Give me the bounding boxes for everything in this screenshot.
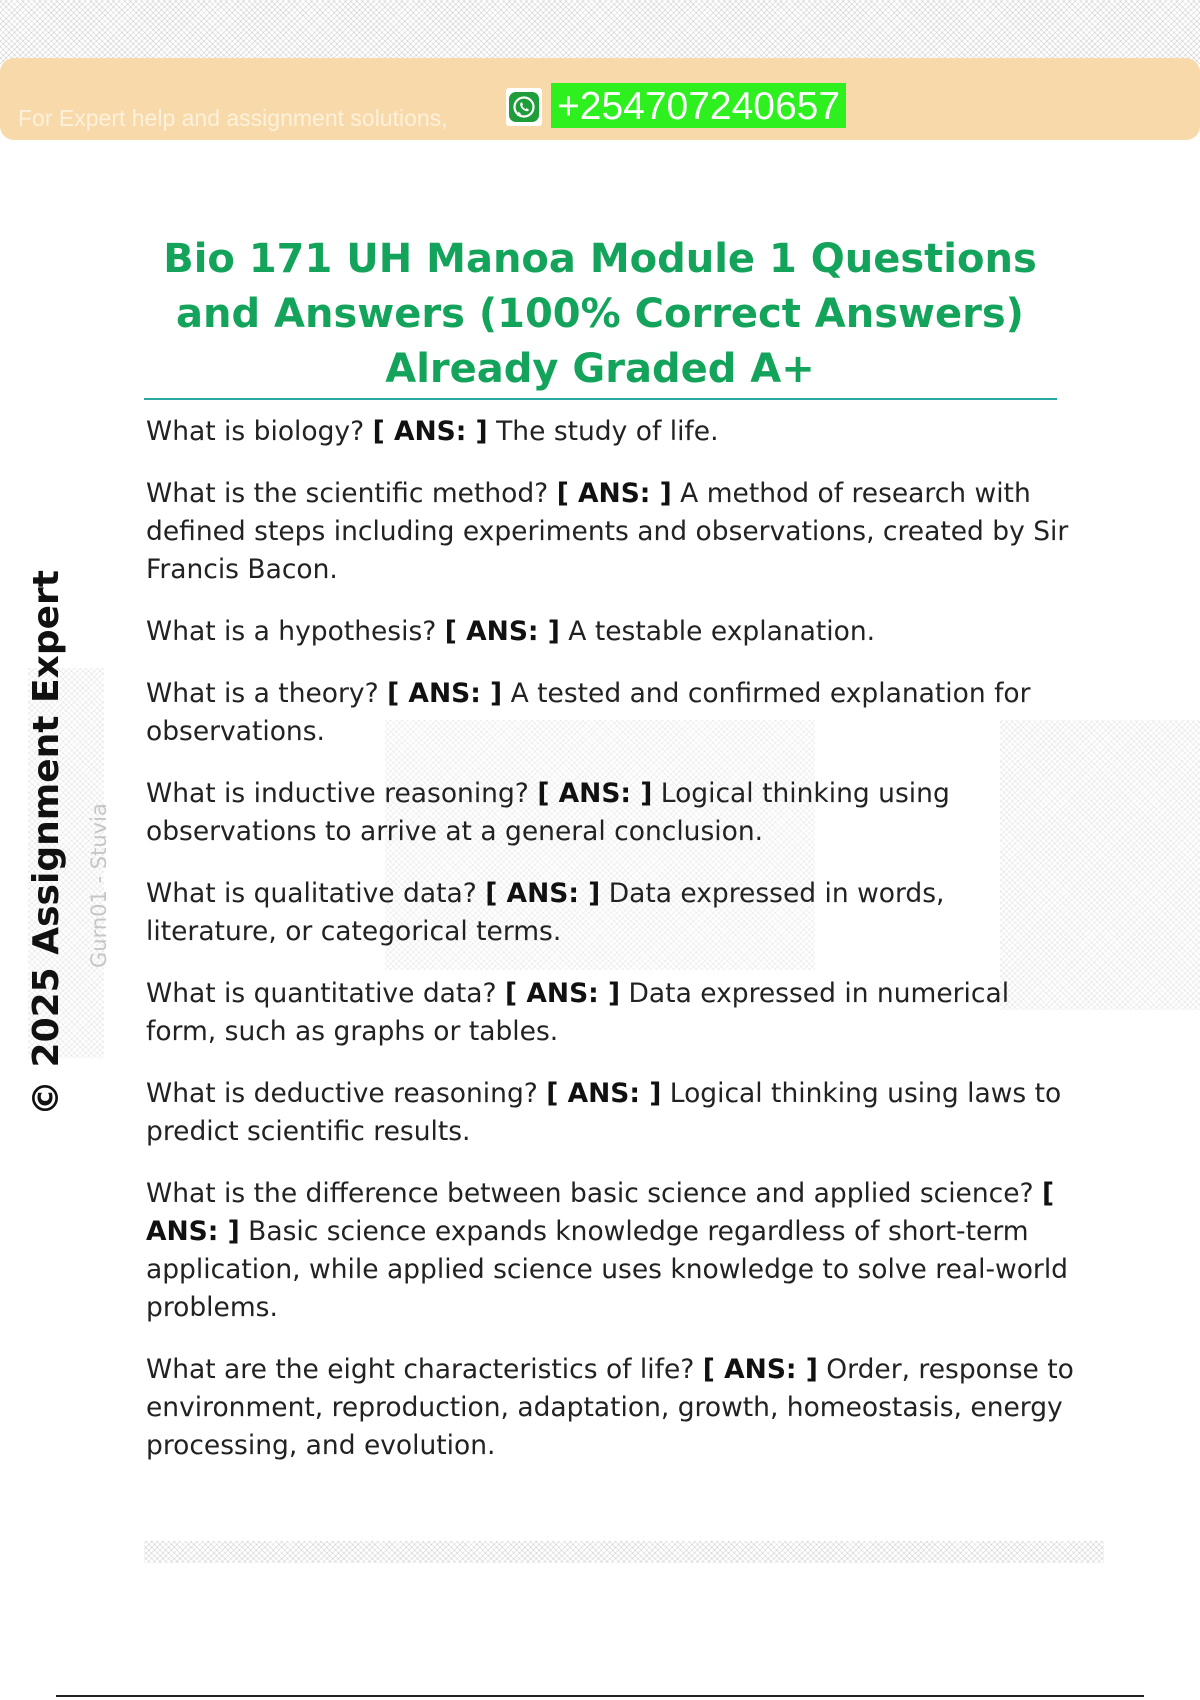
- answer-text: Basic science expands knowledge regardless of short-term application, while applied science uses knowledge to solve real-world problems.: [146, 1216, 1069, 1323]
- qa-item: [146, 613, 1076, 651]
- ans-label: [ ANS: ]: [444, 616, 560, 647]
- ans-label: [ ANS: ]: [146, 1178, 1055, 1247]
- question-text: What is deductive reasoning?: [146, 1078, 538, 1109]
- qa-item: [146, 675, 1076, 751]
- qa-item: [146, 1175, 1076, 1327]
- copyright-watermark: © 2025 Assignment Expert: [26, 570, 67, 1116]
- question-text: What is qualitative data?: [146, 878, 477, 909]
- whatsapp-icon[interactable]: [506, 88, 542, 126]
- question-text: What is the difference between basic science and applied science?: [146, 1178, 1034, 1209]
- bottom-hatch-bar: [144, 1541, 1104, 1563]
- answer-text: A method of research with defined steps including experiments and observations, created by Sir Francis Bacon.: [146, 478, 1069, 585]
- question-text: What are the eight characteristics of life?: [146, 1354, 695, 1385]
- answer-text: A testable explanation.: [568, 616, 876, 647]
- answer-text: The study of life.: [496, 416, 719, 447]
- qa-item: [146, 413, 1076, 451]
- ans-label: [ ANS: ]: [537, 778, 653, 809]
- qa-item: [146, 475, 1076, 589]
- answer-text: Logical thinking using laws to predict scientific results.: [146, 1078, 1062, 1147]
- ans-label: [ ANS: ]: [556, 478, 672, 509]
- qa-item: [146, 775, 1076, 851]
- question-text: What is inductive reasoning?: [146, 778, 529, 809]
- answer-text: A tested and confirmed explanation for observations.: [146, 678, 1031, 747]
- title-divider: [144, 398, 1057, 400]
- answer-text: Data expressed in words, literature, or categorical terms.: [146, 878, 945, 947]
- answer-text: Order, response to environment, reproduction, adaptation, growth, homeostasis, energy processing, and evolution.: [146, 1354, 1074, 1461]
- question-text: What is the scientific method?: [146, 478, 549, 509]
- banner-text: For Expert help and assignment solutions,: [18, 105, 448, 131]
- uploader-watermark: Gurn01 - Stuvia: [87, 803, 111, 968]
- ans-label: [ ANS: ]: [485, 878, 601, 909]
- question-text: What is a hypothesis?: [146, 616, 437, 647]
- qa-list: [146, 413, 1076, 1489]
- ans-label: [ ANS: ]: [702, 1354, 818, 1385]
- answer-text: Data expressed in numerical form, such as graphs or tables.: [146, 978, 1010, 1047]
- top-hatch-pattern: [0, 0, 1200, 64]
- ans-label: [ ANS: ]: [387, 678, 503, 709]
- whatsapp-glyph-icon: [509, 92, 539, 122]
- ans-label: [ ANS: ]: [372, 416, 488, 447]
- qa-item: [146, 1075, 1076, 1151]
- ans-label: [ ANS: ]: [505, 978, 621, 1009]
- qa-item: [146, 975, 1076, 1051]
- question-text: What is quantitative data?: [146, 978, 497, 1009]
- question-text: What is a theory?: [146, 678, 379, 709]
- question-text: What is biology?: [146, 416, 365, 447]
- document-title: Bio 171 UH Manoa Module 1 Questions and Answers (100% Correct Answers) Already Graded A+: [163, 236, 1037, 392]
- qa-item: [146, 875, 1076, 951]
- answer-text: Logical thinking using observations to arrive at a general conclusion.: [146, 778, 950, 847]
- qa-item: [146, 1351, 1076, 1465]
- phone-number-link[interactable]: +254707240657: [551, 83, 846, 128]
- page-bottom-rule: [56, 1695, 1144, 1697]
- ans-label: [ ANS: ]: [546, 1078, 662, 1109]
